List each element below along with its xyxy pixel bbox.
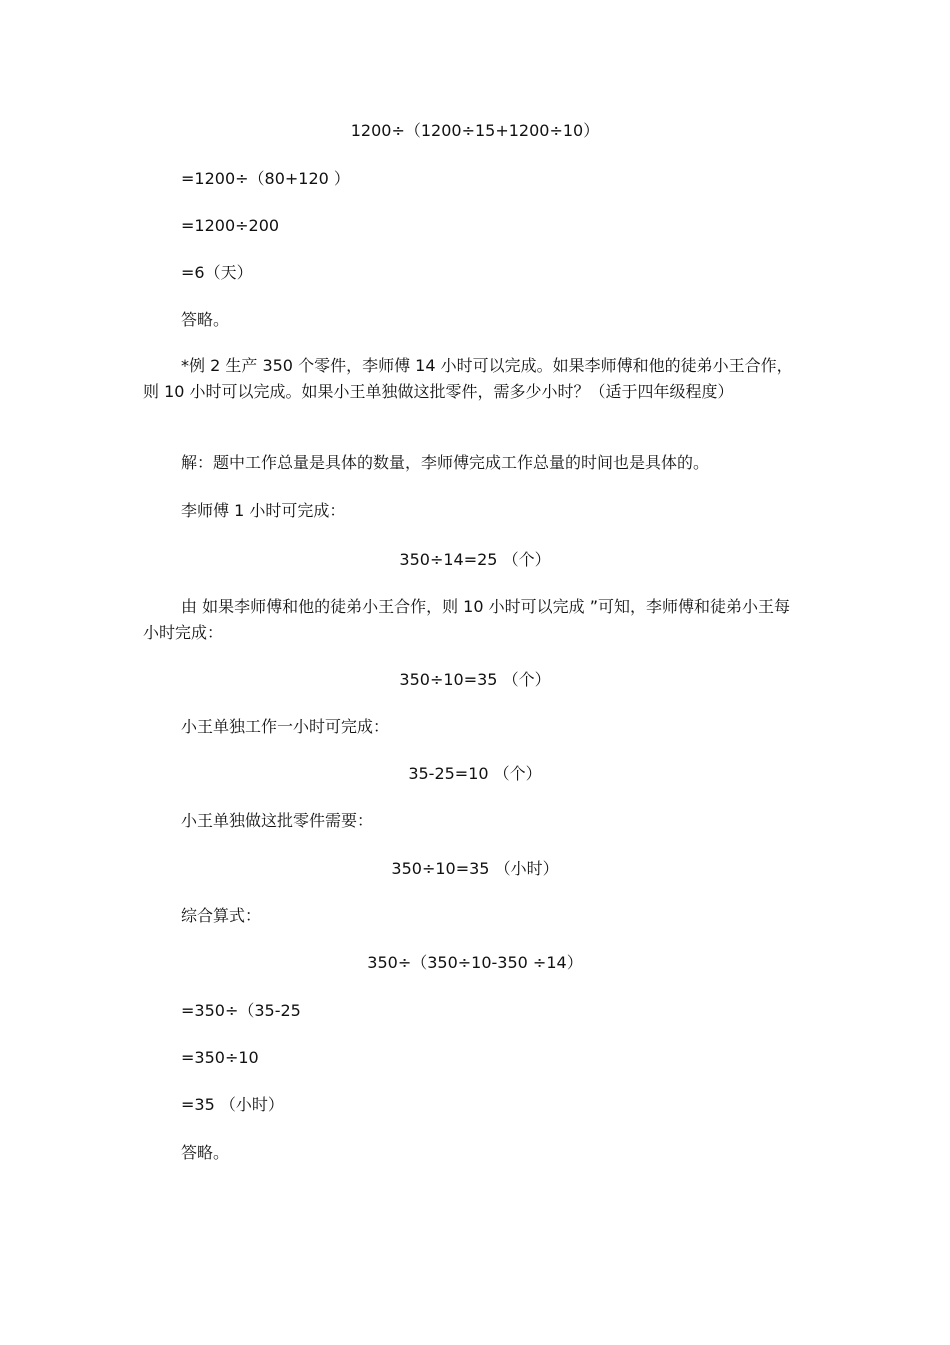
equation-step: =350÷10: [181, 1048, 259, 1067]
step-label: 李师傅 1 小时可完成：: [181, 501, 346, 520]
equation-line: 35-25=10 （个）: [408, 764, 542, 783]
reasoning-paragraph: 由 如果李师傅和他的徒弟小王合作，则 10 小时可以完成 ”可知，李师傅和徒弟小王每小时完成：: [143, 597, 790, 642]
equation-result: =6（天）: [181, 263, 253, 282]
answer-note: 答略。: [181, 1143, 230, 1162]
equation-line: 350÷10=35 （个）: [399, 670, 551, 689]
equation-line: 350÷14=25 （个）: [399, 550, 551, 569]
solution-intro: 解：题中工作总量是具体的数量，李师傅完成工作总量的时间也是具体的。: [181, 453, 710, 472]
equation-step: =350÷（35-25: [181, 1001, 301, 1020]
step-label: 小王单独工作一小时可完成：: [181, 717, 390, 736]
equation-step: =1200÷200: [181, 216, 280, 235]
equation-step: =1200÷（80+120 ）: [181, 169, 350, 188]
equation-line: 350÷10=35 （小时）: [391, 859, 559, 878]
equation-result: =35 （小时）: [181, 1095, 284, 1114]
step-label: 小王单独做这批零件需要：: [181, 811, 374, 830]
example-problem-paragraph: *例 2 生产 350 个零件，李师傅 14 小时可以完成。如果李师傅和他的徒弟小王合作，则 10 小时可以完成。如果小王单独做这批零件，需多少小时？（适于四年级程度）: [143, 356, 793, 401]
step-label: 综合算式：: [181, 906, 262, 925]
equation-line: 1200÷（1200÷15+1200÷10）: [350, 121, 600, 140]
equation-line: 350÷（350÷10-350 ÷14）: [367, 953, 583, 972]
answer-note: 答略。: [181, 310, 230, 329]
